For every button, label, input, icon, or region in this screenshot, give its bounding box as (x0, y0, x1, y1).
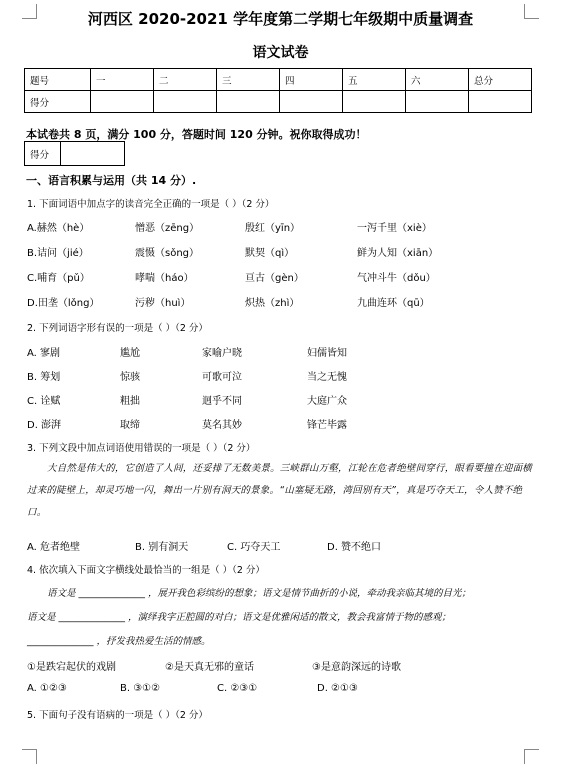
score-table-header-row (25, 69, 532, 91)
option-item: B. ③①② (120, 683, 161, 694)
option-item: B. 别有洞天 (135, 542, 189, 553)
crop-mark-bottom-left (22, 749, 37, 764)
option-item: 殷红（yīn） (245, 223, 301, 234)
score-table (24, 68, 532, 113)
exam-subtitle: 语文试卷 (252, 45, 309, 61)
option-item: 尴尬 (120, 348, 140, 359)
option-item: 炽热（zhì） (245, 298, 300, 309)
option-item: 憎恶（zēng） (135, 223, 200, 234)
score-cell-empty[interactable] (280, 91, 343, 113)
option-item: 一泻千里（xiè） (357, 223, 432, 234)
option-item: 家喻户晓 (202, 348, 242, 359)
option-item: 锋芒毕露 (307, 420, 347, 431)
choice-item: ②是天真无邪的童话 (165, 662, 254, 673)
option-item: 震慑（sǒng） (135, 248, 200, 259)
option-item: A. 寥剧 (27, 348, 61, 359)
score-cell: 三 (217, 69, 280, 91)
option-item: 迥乎不同 (202, 396, 242, 407)
option-item: 可歌可泣 (202, 372, 242, 383)
exam-title: 河西区 2020-2021 学年度第二学期七年级期中质量调查 (87, 10, 474, 28)
choice-item: ③是意韵深远的诗歌 (312, 662, 401, 673)
option-item: 哮喘（háo） (135, 273, 194, 284)
score-cell-empty[interactable] (91, 91, 154, 113)
option-item: 取缔 (120, 420, 140, 431)
question-4-line: 语文是 ______________ ，展开我色彩缤纷的想象；语文是情节曲折的小说，牵动我亲临其境的目光； (47, 588, 472, 599)
section-score-box (24, 141, 125, 166)
option-item: B. 筹划 (27, 372, 61, 383)
option-item: D. 澎湃 (27, 420, 62, 431)
option-item: 当之无愧 (307, 372, 347, 383)
option-item: D. ②①③ (317, 683, 358, 694)
score-cell: 二 (154, 69, 217, 91)
question-4-stem: 4. 依次填入下面文字横线处最恰当的一组是（ ）（2 分） (27, 565, 265, 576)
score-cell-empty[interactable] (217, 91, 280, 113)
score-cell: 四 (280, 69, 343, 91)
score-cell-label: 得分 (25, 91, 91, 113)
option-item: 妇儒皆知 (307, 348, 347, 359)
option-item: 大庭广众 (307, 396, 347, 407)
question-2-stem: 2. 下列词语字形有误的一项是（ ）（2 分） (27, 323, 208, 334)
option-item: D.田垄（lǒng） (27, 298, 100, 309)
score-cell: 六 (406, 69, 469, 91)
option-item: C. ②③① (217, 683, 258, 694)
option-item: 污秽（huì） (135, 298, 191, 309)
score-cell: 一 (91, 69, 154, 91)
score-cell: 五 (343, 69, 406, 91)
option-item: C. 诠赋 (27, 396, 61, 407)
option-item: 惊骇 (120, 372, 140, 383)
score-cell-empty[interactable] (343, 91, 406, 113)
question-3-stem: 3. 下列文段中加点词语使用错误的一项是（ ）（2 分） (27, 443, 256, 454)
score-table-score-row (25, 91, 532, 113)
option-item: C. 巧夺天工 (227, 542, 281, 553)
section-score-blank[interactable] (61, 142, 125, 166)
choice-item: ①是跌宕起伏的戏剧 (27, 662, 116, 673)
question-4-line: 语文是 ______________ ，演绎我字正腔圆的对白；语文是优雅闲适的散文，教会我富情于物的感观； (27, 612, 452, 623)
option-item: 九曲连环（qū） (357, 298, 430, 309)
option-item: B.诘问（jié） (27, 248, 89, 259)
score-cell-empty[interactable] (406, 91, 469, 113)
question-3-passage: 大自然是伟大的，它创造了人间，还妥排了无数美景。三峡群山万壑，江轮在危者绝壁间穿行，眼看要撞在迎面横过来的陡壁上，却灵巧地一闪，舞出一片别有洞天的景象。“山塞疑无路，湾回别有天”，真是巧夺天工，令人赞不绝口。 (27, 463, 533, 518)
option-item: 亘古（gèn） (245, 273, 304, 284)
option-item: A. ①②③ (27, 683, 67, 694)
crop-mark-bottom-right (524, 749, 539, 764)
option-item: A. 危者绝壁 (27, 542, 81, 553)
option-item: 莫名其妙 (202, 420, 242, 431)
option-item: A.赫然（hè） (27, 223, 90, 234)
question-1-stem: 1. 下面词语中加点字的读音完全正确的一项是（ ）（2 分） (27, 199, 275, 210)
exam-notice: 本试卷共 8 页，满分 100 分，答题时间 120 分钟。祝你取得成功！ (26, 128, 367, 141)
option-item: D. 赞不绝口 (327, 542, 382, 553)
option-item: 粗拙 (120, 396, 140, 407)
option-item: 鲜为人知（xiān） (357, 248, 439, 259)
section-score-label: 得分 (25, 142, 61, 166)
question-4-line: ______________ ，抒发我热爱生活的情感。 (27, 636, 211, 647)
option-item: 气冲斗牛（dǒu） (357, 273, 436, 284)
score-cell-empty[interactable] (154, 91, 217, 113)
option-item: 默契（qì） (245, 248, 295, 259)
score-cell: 总分 (469, 69, 532, 91)
score-cell-empty[interactable] (469, 91, 532, 113)
section-heading: 一、语言积累与运用（共 14 分）. (26, 174, 197, 187)
question-5-stem: 5. 下面句子没有语病的一项是（ ）（2 分） (27, 710, 208, 721)
option-item: C.哺育（pǔ） (27, 273, 90, 284)
score-cell: 题号 (25, 69, 91, 91)
